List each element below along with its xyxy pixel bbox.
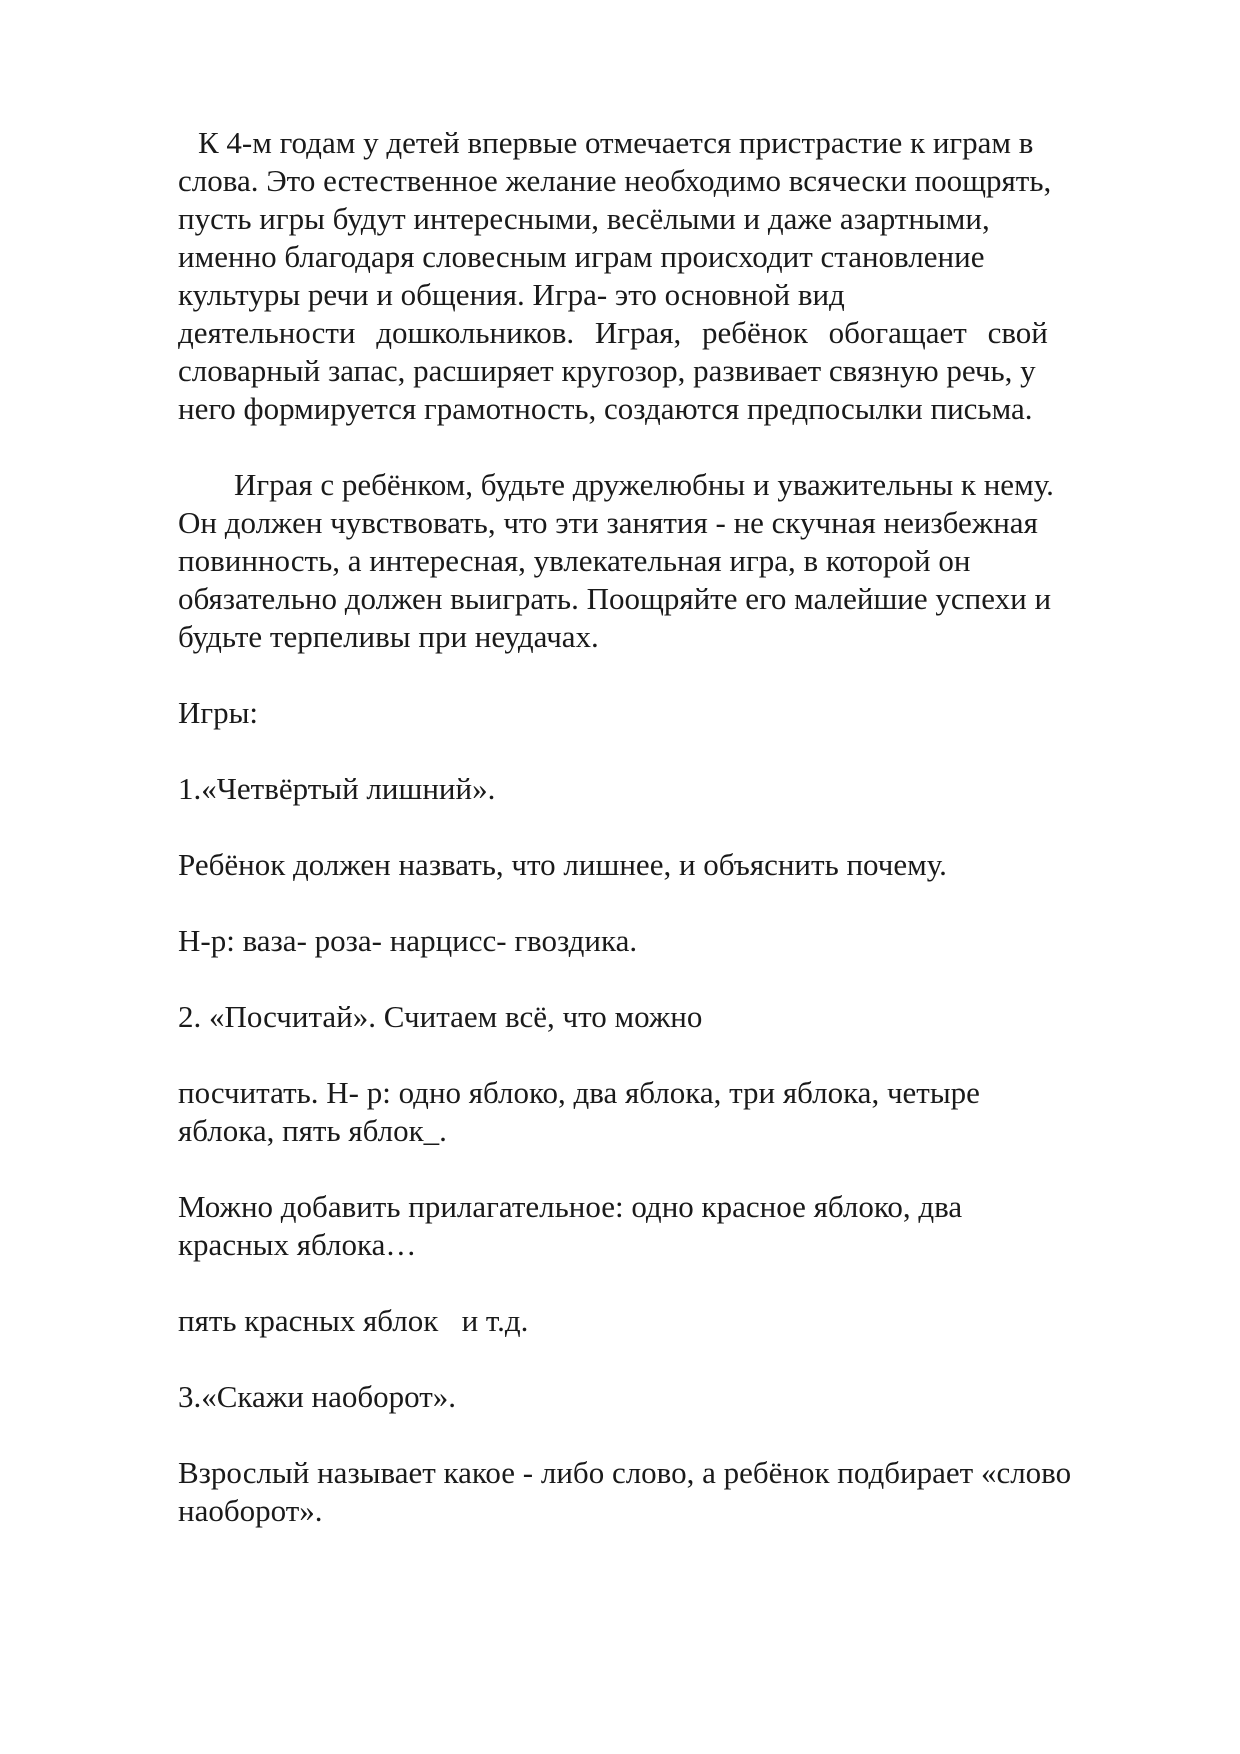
- paragraph-1-line-1: К 4-м годам у детей впервые отмечается пристрастие к играм в: [198, 125, 1034, 160]
- game-2-adjective-line-2: красных яблока…: [178, 1227, 417, 1262]
- game-3-title: 3.«Скажи наоборот».: [178, 1379, 457, 1414]
- paragraph-2-line-4: обязательно должен выиграть. Поощряйте его малейшие успехи и: [178, 581, 1052, 616]
- game-2-ending: пять красных яблок и т.д.: [178, 1303, 529, 1338]
- paragraph-2-line-1: Играя с ребёнком, будьте дружелюбны и уважительны к нему.: [234, 467, 1054, 502]
- paragraph-2-line-2: Он должен чувствовать, что эти занятия - не скучная неизбежная: [178, 505, 1038, 540]
- game-2-example-line-1: посчитать. Н- р: одно яблоко, два яблока, три яблока, четыре: [178, 1075, 980, 1110]
- paragraph-1-line-3: пусть игры будут интересными, весёлыми и даже азартными,: [178, 201, 990, 236]
- game-2-title: 2. «Посчитай». Считаем всё, что можно: [178, 999, 703, 1034]
- paragraph-2-line-5: будьте терпеливы при неудачах.: [178, 619, 599, 654]
- game-1-description: Ребёнок должен назвать, что лишнее, и объяснить почему.: [178, 847, 947, 882]
- game-3-description-line-1: Взрослый называет какое - либо слово, а ребёнок подбирает «слово: [178, 1455, 1072, 1490]
- paragraph-1-line-6: деятельности дошкольников. Играя, ребёнок обогащает свой: [178, 315, 1048, 350]
- game-2-adjective-line-1: Можно добавить прилагательное: одно красное яблоко, два: [178, 1189, 963, 1224]
- paragraph-1-line-5: культуры речи и общения. Игра- это основной вид: [178, 277, 845, 312]
- paragraph-1-line-7: словарный запас, расширяет кругозор, развивает связную речь, у: [178, 353, 1036, 388]
- paragraph-2-line-3: повинность, а интересная, увлекательная игра, в которой он: [178, 543, 971, 578]
- paragraph-1-line-8: него формируется грамотность, создаются предпосылки письма.: [178, 391, 1033, 426]
- paragraph-1-line-4: именно благодаря словесным играм происходит становление: [178, 239, 985, 274]
- game-2-example-line-2: яблока, пять яблок_.: [178, 1113, 447, 1148]
- games-heading: Игры:: [178, 695, 259, 730]
- game-3-description-line-2: наоборот».: [178, 1493, 323, 1528]
- paragraph-1-line-2: слова. Это естественное желание необходимо всячески поощрять,: [178, 163, 1052, 198]
- game-1-title: 1.«Четвёртый лишний».: [178, 771, 496, 806]
- game-1-example: Н-р: ваза- роза- нарцисс- гвоздика.: [178, 923, 638, 958]
